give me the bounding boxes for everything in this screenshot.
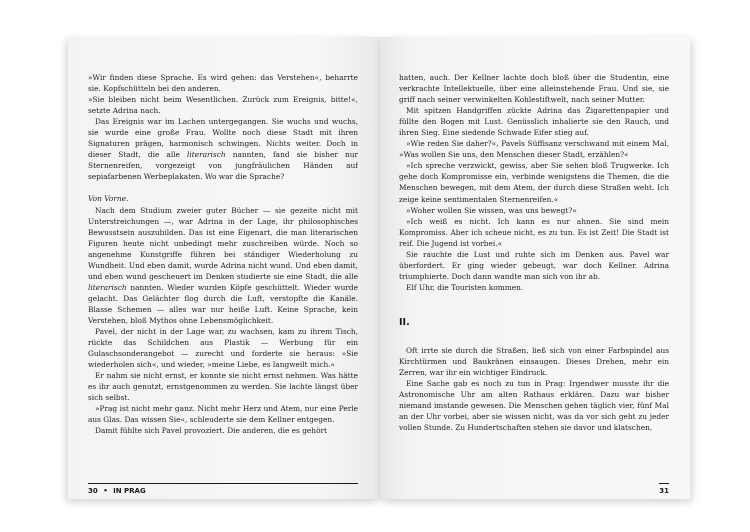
left-page-footer	[88, 483, 358, 499]
paragraph	[88, 370, 358, 403]
right-page-footer	[399, 483, 669, 499]
paragraph-text: »Wir finden diese Sprache. Es wird gehen: das Verstehen«, beharrte sie. Kopfschütteln bei den anderen.	[88, 73, 358, 94]
paragraph	[399, 345, 669, 378]
paragraph	[399, 216, 669, 249]
paragraph-text: Elf Uhr, die Touristen kommen.	[406, 282, 524, 292]
paragraph-text: »Sie bleiben nicht beim Wesentlichen. Zurück zum Ereignis, bitte!«, setzte Adrina nach.	[88, 95, 358, 116]
paragraph-text: »Ich weiß es nicht. Ich kann es nur ahnen. Sie sind mein Kompromiss. Aber ich scheue nicht, es zu tun. Es ist Zeit! Die Stadt ist reif. Die Jugend ist vorbei.«	[399, 216, 669, 248]
paragraph	[399, 378, 669, 433]
paragraph	[88, 326, 358, 370]
left-page-number: 30	[88, 487, 98, 495]
left-page	[68, 37, 380, 499]
right-page-text	[399, 72, 669, 475]
paragraph	[399, 105, 669, 138]
paragraph-text: »Woher wollen Sie wissen, was uns bewegt?«	[406, 205, 577, 215]
paragraph	[399, 282, 669, 293]
paragraph-text: Er nahm sie nicht ernst, er konnte sie nicht ernst nehmen. Was hätte es ihr auch genutzt, ernstgenommen zu werden. Sie lachte längst über sich selbst.	[88, 371, 358, 403]
paragraph	[399, 160, 669, 204]
left-page-text	[88, 72, 358, 475]
paragraph-text: »Prag ist nicht mehr ganz. Nicht mehr Herz und Atem, nur eine Perle aus Glas. Das wissen Sie«, schleuderte sie dem Kellner entgegen.	[88, 404, 358, 425]
paragraph	[88, 72, 358, 94]
running-header: IN PRAG	[113, 487, 146, 495]
paragraph	[399, 138, 669, 160]
paragraph-text: Eine Sache gab es noch zu tun in Prag: Irgendwer musste ihr die Astronomische Uhr am alten Rathaus erklären. Dazu war bisher niemand imstande gewesen. Die Menschen gehen täglich vier, fünf Mal an der Uhr vorbei, aber sie wissen nicht, was da vor sich geht zu jeder vollen Stunde. Zu Hundertschaften stehen sie davor und klatschen,	[399, 379, 669, 433]
paragraph-text: Von Vorne.	[88, 194, 129, 204]
paragraph-text: hatten, auch. Der Kellner lachte doch bloß über die Studentin, eine verkrachte Intellektuelle, über eine alleinstehende Frau. Und sie, sie griff nach seiner verwinkelten Kohlestiftwelt, nach seiner Mutter.	[399, 73, 669, 105]
paragraph-text: »Ich spreche verzwickt, gewiss, aber Sie sehen bloß Trugwerke. Ich gehe doch Kompromisse ein, verbinde wenigstens die Themen, die die Menschen bewegen, mit dem Atem, der durch diese Straßen weht. Ich zeige keine sentimentalen Sternenreifen.«	[399, 161, 669, 204]
paragraph-text: Oft irrte sie durch die Straßen, ließ sich von einer Farbspindel aus Kirchtürmen und Baukränen einsaugen. Dieses Drehen, mehr ein Zerren, war ihr ein wichtiger Eindruck.	[399, 345, 669, 378]
paragraph	[88, 205, 358, 327]
paragraph-text: Nach dem Studium zweier guter Bücher — sie gezeite nicht mit Unterstreichungen —, war Adrina in der Lage, ihr philosophisches Bewusstsein auszubilden. Das ist eine Eigenart, die man literarischen Figuren heute nicht unbedingt mehr zuschreiben würde. Noch so angenehme Kunstgriffe führen bei ständiger Wiederholung zu Wundheit. Und eben damit, wurde Adrina nicht wund. Und eben damit, und eben wund gescheuert im Denken studierte sie eine Stadt, die alle	[88, 205, 358, 281]
paragraph	[88, 94, 358, 116]
right-page	[380, 37, 690, 499]
paragraph	[399, 72, 669, 105]
paragraph-text: »Wie reden Sie daher?«, Pavels Süffisanz verschwand mit einem Mal, »Was wollen Sie uns, den Menschen dieser Stadt, erzählen?«	[399, 139, 669, 160]
right-page-number: 31	[659, 483, 669, 495]
emphasis-text: literarisch	[88, 282, 127, 292]
paragraph-text: Pavel, der nicht in der Lage war, zu wachsen, kam zu ihrem Tisch, rückte das Schildchen aus Plastik — Werbung für ein Gulaschsonderangebot — zurecht und forderte sie heraus: »Sie wiederholen sich«, und wieder, »meine Liebe, es langweilt mich.«	[88, 327, 358, 370]
paragraph	[88, 116, 358, 182]
paragraph-text: Damit fühlte sich Pavel provoziert. Die anderen, die es gehört	[95, 426, 328, 436]
footer-separator: •	[103, 487, 108, 495]
paragraph-text: Mit spitzen Handgriffen zückte Adrina das Zigarettenpapier und füllte den Bogen mit Lust. Genüsslich inhalierte sie den Rauch, und ihren Sieg. Eine siedende Schwade Eifer stieg auf.	[399, 106, 669, 138]
chapter-heading: II.	[399, 316, 410, 328]
paragraph-text-continued: nannten, fand sie bisher nur Sternenreifen, vorgezeigt von jungfräulichen Händen auf sepiafarbenen Werbeplakaten. Wo war die Sprache?	[88, 150, 358, 182]
paragraph	[399, 205, 669, 216]
emphasis-text: literarisch	[187, 150, 226, 160]
paragraph-text-continued: nannten. Wieder wurden Köpfe geschüttelt. Wieder wurde gelacht. Das Gelächter flog durch die Luft, verstopfte die Kanäle. Blasse Schemen — alles war nur heiße Luft. Keine Sprache, kein Verstehen, bloß Mythos ohne Lebensmöglichkeit.	[88, 282, 358, 325]
paragraph	[88, 403, 358, 425]
paragraph-text: Das Ereignis war im Lachen untergegangen. Sie wuchs und wuchs, sie wurde eine große Frau. Wollte noch diese Stadt mit ihren Signaturen prägen, harmonisch schwingen. Nichts weiter. Doch in dieser Stadt, die alle	[88, 117, 358, 160]
paragraph	[399, 249, 669, 282]
paragraph	[88, 193, 358, 204]
paragraph	[88, 425, 358, 436]
paragraph-text: Sie rauchte die Lust und ruhte sich im Denken aus. Pavel war überfordert. Er ging wieder gebeugt, war doch Kellner. Adrina triumphierte. Doch dann wandte man sich von ihr ab.	[399, 249, 669, 281]
